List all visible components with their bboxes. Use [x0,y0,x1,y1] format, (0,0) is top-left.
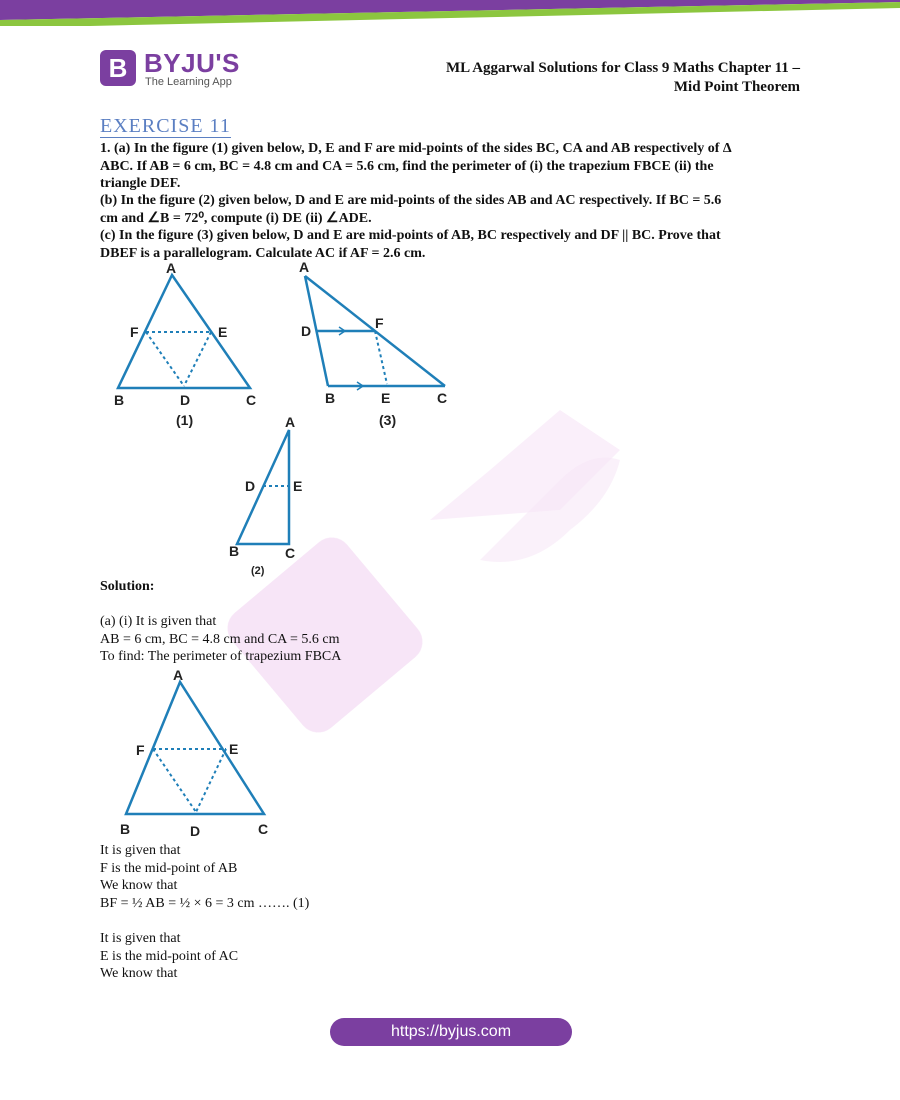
figure-1-caption: (1) [176,412,194,428]
segment-fd [153,749,196,812]
question-a-line-2: ABC. If AB = 6 cm, BC = 4.8 cm and CA = 5.6 cm, find the perimeter of (i) the trapezium FBCE (ii) the [100,158,714,174]
document-title [446,59,800,97]
label-e: E [218,324,228,340]
question-c-line-2: DBEF is a parallelogram. Calculate AC if AF = 2.6 cm. [100,245,426,261]
logo-letter: B [108,53,128,83]
question-b-line-2: cm and ∠B = 72⁰, compute (i) DE (ii) ∠ADE. [100,210,372,226]
figure-1 [100,260,280,432]
figure-solution [110,664,285,844]
solution-intro [100,613,800,666]
label-d: D [180,392,191,408]
label-f: F [136,742,145,758]
solution-line-4: It is given that [100,843,181,858]
label-d: D [245,478,256,494]
footer-url-link[interactable]: https://byjus.com [330,1018,572,1046]
label-d: D [190,823,201,839]
exercise-heading: EXERCISE 11 [100,115,231,137]
label-d: D [301,323,312,339]
solution-line-9: E is the mid-point of AC [100,948,239,964]
label-a: A [299,259,310,275]
solution-line-7: BF = ½ AB = ½ × 6 = 3 cm ……. (1) [100,895,310,911]
label-b: B [120,821,131,837]
segment-fd [146,332,184,386]
logo-tagline: The Learning App [145,76,232,88]
figure-2 [225,412,325,580]
label-f: F [375,315,384,331]
solution-body-2 [100,930,800,983]
segment-ed [184,332,211,386]
solution-line-8: It is given that [100,931,181,946]
segment-ed [196,749,226,812]
question-a-line-1: 1. (a) In the figure (1) given below, D, E and F are mid-points of the sides BC, CA and AB respectively of Δ [100,141,732,156]
label-c: C [246,392,257,408]
question-c-line-1: (c) In the figure (3) given below, D and E are mid-points of AB, BC respectively and DF || BC. Prove that [100,228,721,243]
label-e: E [293,478,303,494]
figure-3 [295,258,465,433]
label-b: B [325,390,336,406]
solution-line-1: (a) (i) It is given that [100,614,217,629]
label-c: C [437,390,448,406]
title-line-1: ML Aggarwal Solutions for Class 9 Maths Chapter 11 – [445,60,800,76]
title-line-2: Mid Point Theorem [673,79,800,95]
figure-2-caption: (2) [251,565,265,577]
figure-3-caption: (3) [379,412,397,428]
solution-line-6: We know that [100,878,178,893]
question-a-line-3: triangle DEF. [100,176,181,191]
label-b: B [229,543,240,559]
label-e: E [381,390,391,406]
label-a: A [285,414,296,430]
question-b [100,192,800,227]
label-a: A [166,260,177,276]
logo-name: BYJU'S [144,48,240,78]
label-c: C [258,821,269,837]
solution-line-3: To find: The perimeter of trapezium FBCA [100,649,342,664]
label-b: B [114,392,125,408]
label-e: E [229,741,239,757]
solution-heading: Solution: [100,579,155,594]
question-b-line-1: (b) In the figure (2) given below, D and E are mid-points of the sides AB and AC respectively. If BC = 5.6 [100,193,722,208]
solution-line-10: We know that [100,966,178,981]
solution-line-5: F is the mid-point of AB [100,860,238,876]
byjus-logo [100,48,260,92]
question-a [100,140,800,193]
solution-body-1 [100,842,800,912]
question-c [100,227,800,262]
label-c: C [285,545,296,561]
label-f: F [130,324,139,340]
top-banner [0,0,900,26]
solution-line-2: AB = 6 cm, BC = 4.8 cm and CA = 5.6 cm [100,631,340,647]
label-a: A [173,667,184,683]
